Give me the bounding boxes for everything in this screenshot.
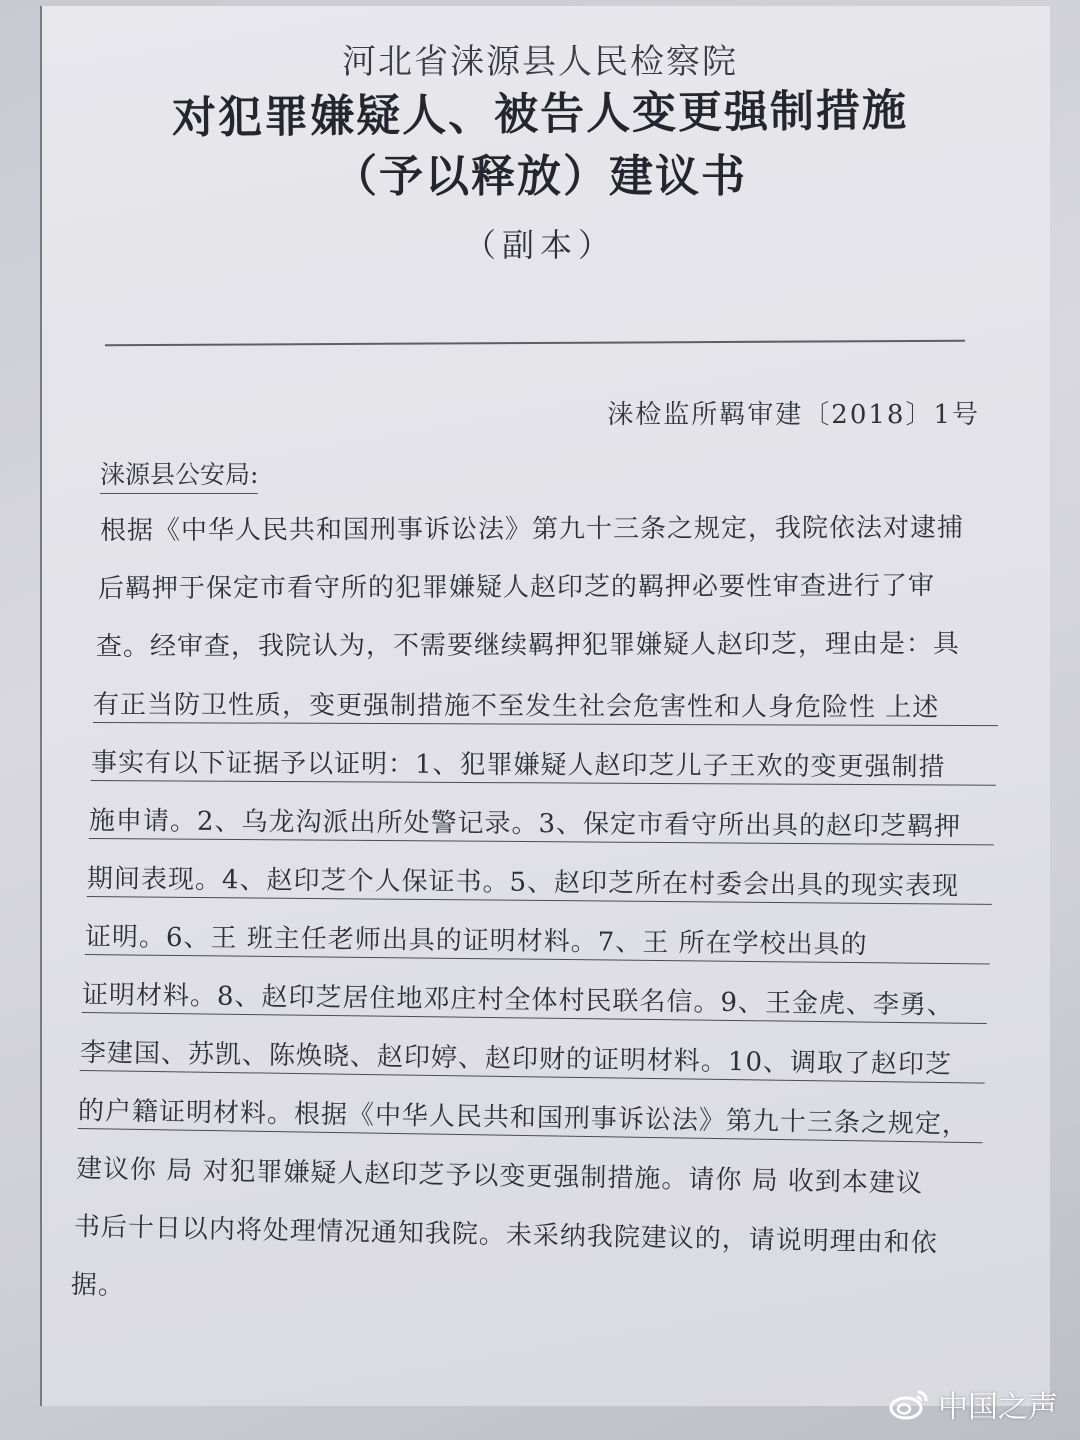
weibo-icon	[888, 1387, 930, 1421]
body-line: 证明材料。8、赵印芝居住地邓庄村全体村民联名信。9、王金虎、李勇、	[82, 974, 987, 1024]
body-line: 查。经审查，我院认为，不需要继续羁押犯罪嫌疑人赵印芝，理由是：具	[95, 628, 960, 662]
watermark-text: 中国之声	[938, 1390, 1058, 1425]
body-line: 书后十日以内将处理情况通知我院。未采纳我院建议的，请说明理由和依	[73, 1212, 938, 1259]
body-line: 后羁押于保定市看守所的犯罪嫌疑人赵印芝的羁押必要性审查进行了审	[97, 571, 935, 604]
document-title-line1: 对犯罪嫌疑人、被告人变更强制措施	[171, 85, 909, 144]
copy-label: （副本）	[463, 226, 616, 264]
body-line: 施申请。2、乌龙沟派出所处警记录。3、保定市看守所出具的赵印芝羁押	[89, 800, 994, 845]
body-line: 李建国、苏凯、陈焕晓、赵印婷、赵印财的证明材料。10、调取了赵印芝	[80, 1032, 985, 1084]
addressee: 涞源县公安局:	[100, 455, 258, 494]
document-number: 涞检监所羁审建〔2018〕1号	[607, 400, 980, 430]
body-line: 的户籍证明材料。根据《中华人民共和国刑事诉讼法》第九十三条之规定，	[78, 1090, 984, 1143]
body-line: 建议你 局 对犯罪嫌疑人赵印芝予以变更强制措施。请你 局 收到本建议	[75, 1154, 923, 1199]
body-line: 根据《中华人民共和国刑事诉讼法》第九十三条之规定，我院依法对逮捕	[99, 512, 965, 546]
body-line: 事实有以下证据予以证明：1、犯罪嫌疑人赵印芝儿子王欢的变更强制措	[91, 742, 996, 786]
body-line: 有正当防卫性质，变更强制措施不至发生社会危害性和人身危险性 上述	[93, 684, 998, 726]
source-watermark	[888, 1382, 1058, 1426]
body-line: 据。	[71, 1270, 126, 1302]
body-line: 证明。6、王 班主任老师出具的证明材料。7、王 所在学校出具的	[84, 916, 989, 964]
document-title-line2: （予以释放）建议书	[333, 151, 747, 202]
issuing-organization: 河北省涞源县人民检察院	[342, 42, 738, 82]
body-line: 期间表现。4、赵印芝个人保证书。5、赵印芝所在村委会出具的现实表现	[87, 858, 992, 905]
